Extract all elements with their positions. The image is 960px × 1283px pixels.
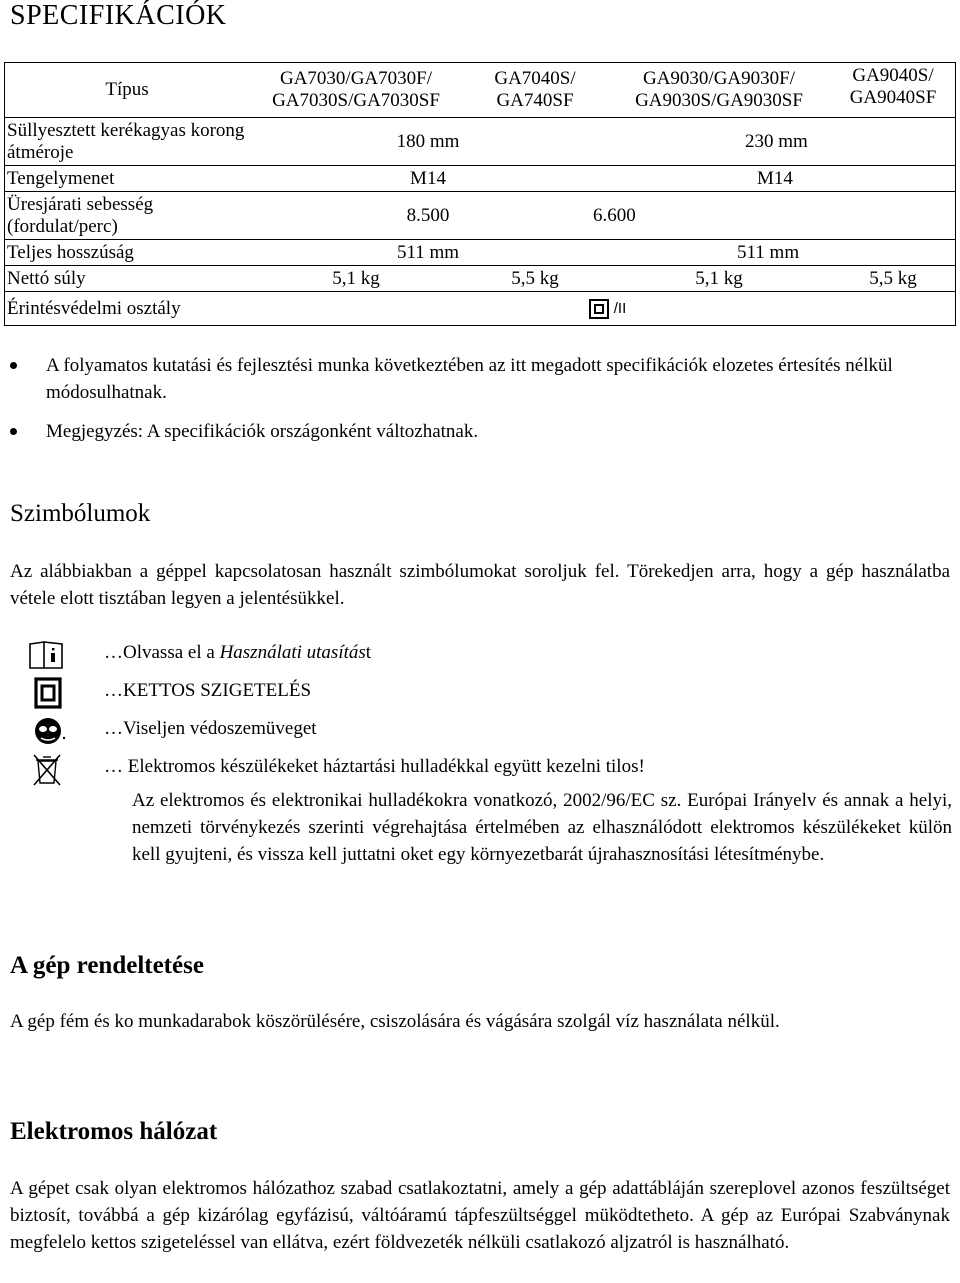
double-insulation-icon xyxy=(26,676,66,710)
symbols-heading: Szimbólumok xyxy=(10,500,151,527)
symbol-label xyxy=(104,642,371,664)
symbol-label xyxy=(104,680,311,702)
safety-class-label: Érintésvédelmi osztály xyxy=(5,292,250,326)
table-cell: 230 mm xyxy=(607,118,956,166)
table-row xyxy=(5,292,956,326)
spindle-thread-label: Tengelymenet xyxy=(5,166,250,192)
table-cell-text: 6.600 xyxy=(593,204,636,226)
symbol-row xyxy=(10,714,950,748)
power-heading: Elektromos hálózat xyxy=(10,1118,218,1145)
read-manual-icon xyxy=(26,638,66,672)
list-item-text: A folyamatos kutatási és fejlesztési munka következtében az itt megadott specifikációk elozetes értesítés nélkül módosulhatnak. xyxy=(46,355,893,403)
table-cell: 5,1 kg xyxy=(607,266,831,292)
symbol-row xyxy=(10,638,950,672)
net-weight-label: Nettó súly xyxy=(5,266,250,292)
weee-paragraph: Az elektromos és elektronikai hulladékokra vonatkozó, 2002/96/EC sz. Európai Irányelv és annak a helyi, nemzeti törvénykezés szerinti végrehajtása értelmében az elhasználódott elektromos készülékeket külön kell gyujteni, és vissza kell juttatni oket egy környezetbarát újrahasznosítási létesítménybe. xyxy=(132,790,952,865)
symbols-intro: Az alábbiakban a géppel kapcsolatosan használt szimbólumokat soroljuk fel. Törekedjen arra, hogy a gép használatba vétele elott tisztában legyen a jelentésükkel. xyxy=(10,561,950,609)
wheel-diameter-label: Süllyesztett kerékagyas korong átméroje xyxy=(5,118,250,166)
symbol-text: Elektromos készülékeket háztartási hulladékkal együtt kezelni tilos! xyxy=(127,756,645,777)
ellipsis: … xyxy=(104,680,123,701)
symbol-label xyxy=(104,756,645,778)
bullet-dot xyxy=(10,362,17,369)
table-row xyxy=(5,266,956,292)
table-cell: 5,1 kg xyxy=(249,266,463,292)
model-header: GA9040S/ GA9040SF xyxy=(849,65,937,108)
table-row xyxy=(5,192,956,240)
purpose-heading: A gép rendeltetése xyxy=(10,952,204,979)
double-insulation-icon xyxy=(589,299,609,319)
table-cell: 8.500 xyxy=(249,192,607,240)
list-item-text: Megjegyzés: A specifikációk országonként változhatnak. xyxy=(46,421,479,442)
symbol-text: Viseljen védoszemüveget xyxy=(123,718,317,739)
table-cell: 5,5 kg xyxy=(831,266,956,292)
ellipsis: … xyxy=(104,718,123,739)
table-cell: 180 mm xyxy=(249,118,607,166)
no-load-speed-label: Üresjárati sebesség (fordulat/perc) xyxy=(5,192,250,240)
type-label: Típus xyxy=(105,79,149,100)
model-header: GA9030/GA9030F/ GA9030S/GA9030SF xyxy=(635,68,803,111)
table-cell: 511 mm xyxy=(249,240,607,266)
note-list xyxy=(10,352,958,457)
list-item xyxy=(10,418,958,445)
table-cell: M14 xyxy=(249,166,607,192)
table-cell xyxy=(593,192,956,240)
page-title: SPECIFIKÁCIÓK xyxy=(10,0,227,31)
table-row xyxy=(5,166,956,192)
table-row xyxy=(5,118,956,166)
table-row xyxy=(5,240,956,266)
specification-table xyxy=(4,62,956,326)
overall-length-label: Teljes hosszúság xyxy=(5,240,250,266)
symbol-text: KETTOS SZIGETELÉS xyxy=(123,680,312,701)
purpose-text: A gép fém és ko munkadarabok köszörülésére, csiszolására és vágására szolgál víz használata nélkül. xyxy=(10,1011,780,1032)
symbol-label xyxy=(104,718,317,740)
power-text: A gépet csak olyan elektromos hálózathoz szabad csatlakoztatni, amely a gép adattábláján szereplovel azonos feszültséget biztosít, továbbá a gép kizárólag egyfázisú, váltóáramú tápfeszültséggel müködtetheto. A gép az Európai Szabványnak megfelelo kettos szigeteléssel van ellátva, ezért földvezeték nélküli csatlakozó aljzatról is használható. xyxy=(10,1178,950,1253)
symbol-row xyxy=(10,752,950,786)
table-row xyxy=(5,63,956,118)
weee-bin-icon xyxy=(26,752,66,786)
table-cell: 5,5 kg xyxy=(463,266,607,292)
table-cell xyxy=(249,292,956,326)
bullet-dot xyxy=(10,428,17,435)
ellipsis: … xyxy=(104,756,123,777)
safety-class-value: /II xyxy=(613,300,627,317)
safety-glasses-icon xyxy=(26,714,66,748)
manual-name: Használati utasítás xyxy=(219,642,366,663)
table-cell: 511 mm xyxy=(607,240,956,266)
ellipsis: … xyxy=(104,642,123,663)
model-header: GA7030/GA7030F/ GA7030S/GA7030SF xyxy=(272,68,440,111)
symbol-text: Olvassa el a xyxy=(123,642,220,663)
symbol-text-suffix: t xyxy=(365,642,372,663)
list-item xyxy=(10,352,958,406)
symbol-row xyxy=(10,676,950,710)
model-header: GA7040S/ GA740SF xyxy=(494,68,576,111)
table-cell: M14 xyxy=(607,166,956,192)
